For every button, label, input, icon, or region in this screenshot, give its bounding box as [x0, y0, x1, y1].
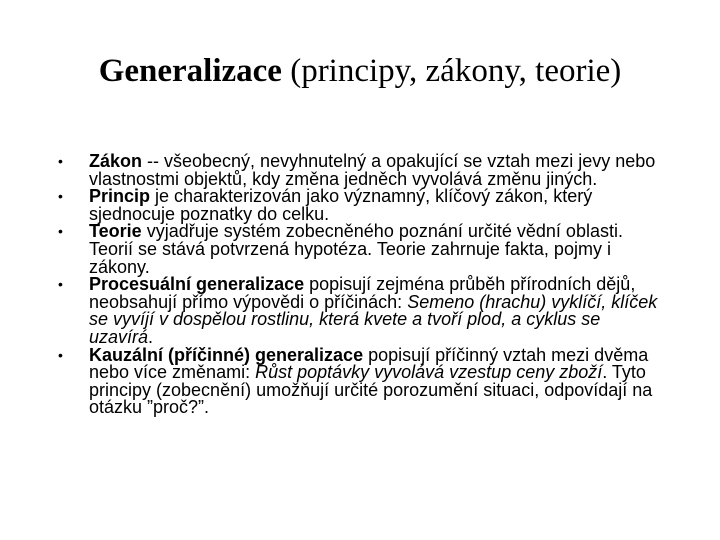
- bullet-text: popisují příčinný vztah mezi dvěma nebo více změnami:: [89, 344, 649, 383]
- bullet-icon: •: [58, 346, 63, 363]
- bullet-example: Semeno (hrachu) vyklíčí, klíček se vyvíjí v dospělou rostlinu, která kvete a tvoří plod, a cyklus se uzavírá: [89, 291, 658, 347]
- title-bold: Generalizace: [98, 53, 282, 89]
- bullet-tail: .: [148, 326, 154, 347]
- bullet-icon: •: [58, 188, 63, 205]
- bullet-tail: . Tyto principy (zobecnění) umožňují určité porozumění situaci, odpovídají na otázku ”proč?”.: [89, 362, 653, 418]
- bullet-item-teorie: [58, 223, 658, 276]
- bullet-icon: •: [58, 153, 63, 169]
- slide-title: [0, 50, 720, 92]
- bullet-term: Kauzální (příčinné) generalizace: [89, 344, 364, 365]
- bullet-item-zakon: [58, 153, 658, 188]
- bullet-item-kauzalni: [58, 344, 658, 418]
- bullet-term: Princip: [89, 186, 151, 207]
- title-rest: (principy, zákony, teorie): [281, 53, 622, 89]
- bullet-term: Teorie: [89, 221, 142, 242]
- bullet-text: vyjadřuje systém zobecněného poznání určité vědní oblasti. Teorií se stává potvrzená hypotéza. Teorie zahrnuje fakta, pojmy i zákony.: [89, 221, 623, 277]
- bullet-text: popisují zejména průběh přírodních dějů, neobsahují přímo výpovědi o příčinách:: [89, 274, 636, 312]
- bullet-example: Růst poptávky vyvolává vzestup ceny zboží: [255, 362, 603, 383]
- bullet-icon: •: [58, 223, 63, 240]
- bullet-term: Procesuální generalizace: [89, 274, 305, 295]
- bullet-list: [58, 153, 658, 417]
- bullet-term: Zákon: [89, 151, 143, 171]
- bullet-text: -- všeobecný, nevyhnutelný a opakující se vztah mezi jevy nebo vlastnostmi objektů, kdy změna jedněch vyvolává změnu jiných.: [89, 151, 656, 189]
- bullet-item-procesualni: [58, 276, 658, 346]
- bullet-icon: •: [58, 276, 63, 293]
- bullet-text: je charakterizován jako významný, klíčový zákon, který sjednocuje poznatky do celku.: [89, 186, 593, 224]
- bullet-item-princip: [58, 188, 658, 223]
